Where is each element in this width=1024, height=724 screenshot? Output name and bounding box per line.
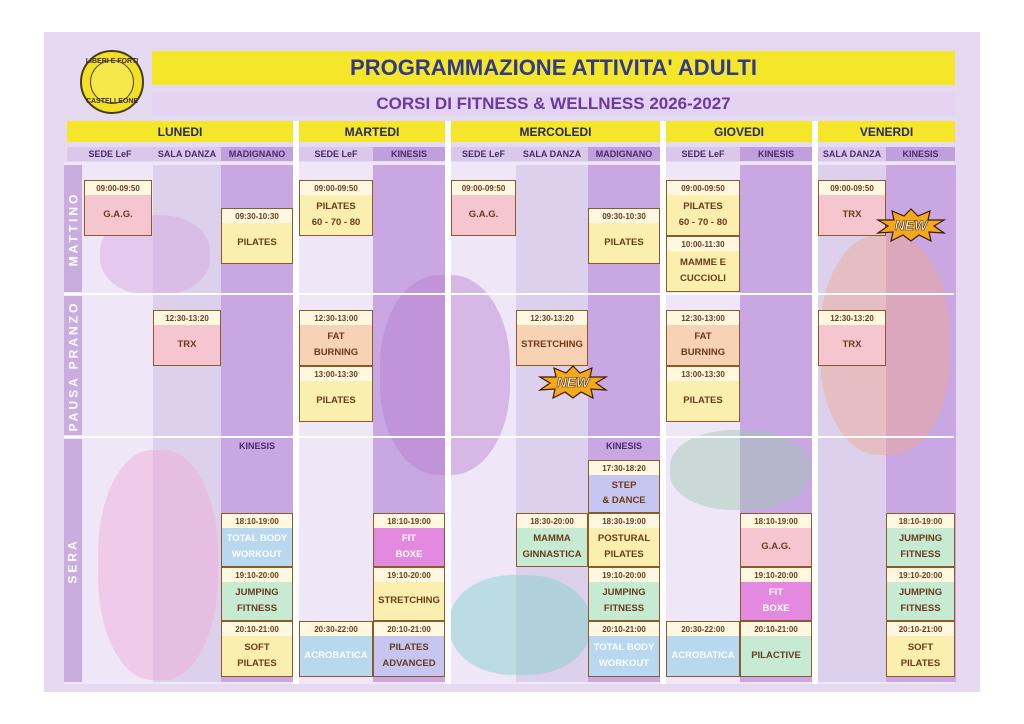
activity-time: 12:30-13:20 bbox=[517, 311, 587, 325]
activity-time: 20:10-21:00 bbox=[374, 622, 444, 636]
activity-card bbox=[153, 310, 221, 366]
activity-time: 17:30-18:20 bbox=[589, 461, 659, 475]
location-header: MADIGNANO bbox=[588, 147, 660, 161]
page-subtitle: CORSI DI FITNESS & WELLNESS 2026-2027 bbox=[152, 92, 955, 116]
activity-time: 09:00-09:50 bbox=[452, 181, 515, 195]
location-header: SEDE LeF bbox=[299, 147, 373, 161]
activity-time: 20:30-22:00 bbox=[300, 622, 372, 636]
activity-time: 09:00-09:50 bbox=[819, 181, 885, 195]
activity-time: 13:00-13:30 bbox=[300, 367, 372, 381]
activity-name: STRETCHING bbox=[378, 594, 440, 606]
activity-name: FAT BURNING bbox=[680, 331, 726, 358]
activity-card bbox=[221, 621, 293, 677]
activity-card bbox=[221, 567, 293, 621]
activity-card bbox=[516, 310, 588, 366]
activity-card bbox=[666, 366, 740, 422]
activity-card bbox=[299, 621, 373, 677]
activity-name: STEP & DANCE bbox=[602, 479, 646, 506]
activity-time: 10:00-11:30 bbox=[667, 237, 739, 251]
activity-card bbox=[221, 208, 293, 264]
activity-name: PILACTIVE bbox=[751, 649, 801, 661]
logo-text-top: LIBERI E FORTI bbox=[85, 58, 139, 65]
new-badge bbox=[538, 365, 608, 399]
location-header: SEDE LeF bbox=[67, 147, 153, 161]
activity-time: 19:10-20:00 bbox=[589, 568, 659, 582]
new-badge-label: NEW bbox=[556, 374, 590, 390]
activity-name: ACROBATICA bbox=[671, 649, 735, 661]
activity-time: 18:10-19:00 bbox=[887, 514, 954, 528]
activity-card bbox=[740, 567, 812, 621]
activity-time: 20:10-21:00 bbox=[741, 622, 811, 636]
activity-name: TRX bbox=[842, 338, 862, 350]
activity-time: 19:10-20:00 bbox=[222, 568, 292, 582]
activity-card bbox=[84, 180, 152, 236]
activity-card bbox=[516, 513, 588, 567]
activity-name: G.A.G. bbox=[468, 208, 499, 220]
activity-name: STRETCHING bbox=[521, 338, 583, 350]
location-header: SALA DANZA bbox=[818, 147, 886, 161]
location-header: MADIGNANO bbox=[221, 147, 293, 161]
day-header-martedi: MARTEDI bbox=[299, 121, 445, 142]
activity-time: 12:30-13:20 bbox=[154, 311, 220, 325]
activity-name: POSTURAL PILATES bbox=[597, 533, 651, 560]
activity-name: TRX bbox=[177, 338, 197, 350]
activity-name: PILATES bbox=[604, 236, 644, 248]
day-header-giovedi: GIOVEDI bbox=[666, 121, 812, 142]
activity-card bbox=[886, 513, 955, 567]
activity-time: 19:10-20:00 bbox=[374, 568, 444, 582]
day-header-mercoledi: MERCOLEDI bbox=[451, 121, 660, 142]
activity-time: 18:10-19:00 bbox=[374, 514, 444, 528]
activity-name: TOTAL BODY WORKOUT bbox=[593, 642, 655, 669]
activity-time: 19:10-20:00 bbox=[741, 568, 811, 582]
activity-name: JUMPING FITNESS bbox=[235, 587, 279, 614]
activity-name: JUMPING FITNESS bbox=[898, 533, 943, 560]
activity-card bbox=[886, 621, 955, 677]
activity-name: TRX bbox=[842, 208, 862, 220]
activity-time: 18:10-19:00 bbox=[222, 514, 292, 528]
location-header: KINESIS bbox=[740, 147, 812, 161]
activity-card bbox=[588, 208, 660, 264]
activity-card bbox=[666, 180, 740, 236]
activity-name: PILATES 60 - 70 - 80 bbox=[311, 201, 361, 228]
location-header: SEDE LeF bbox=[451, 147, 516, 161]
activity-time: 18:30-20:00 bbox=[517, 514, 587, 528]
band-label: PAUSA PRANZO bbox=[66, 300, 81, 431]
location-header: SALA DANZA bbox=[516, 147, 588, 161]
location-header: SEDE LeF bbox=[666, 147, 740, 161]
activity-card bbox=[373, 621, 445, 677]
activity-card bbox=[740, 513, 812, 567]
activity-time: 13:00-13:30 bbox=[667, 367, 739, 381]
activity-name: SOFT PILATES bbox=[237, 642, 277, 669]
activity-name: G.A.G. bbox=[761, 540, 791, 552]
activity-card bbox=[588, 460, 660, 513]
day-header-venerdi: VENERDI bbox=[818, 121, 955, 142]
activity-card bbox=[666, 310, 740, 366]
activity-time: 18:10-19:00 bbox=[741, 514, 811, 528]
activity-name: TOTAL BODY WORKOUT bbox=[226, 533, 288, 560]
activity-time: 09:00-09:50 bbox=[300, 181, 372, 195]
activity-card bbox=[299, 366, 373, 422]
activity-name: G.A.G. bbox=[103, 208, 133, 220]
activity-time: 12:30-13:00 bbox=[300, 311, 372, 325]
activity-name: PILATES 60 - 70 - 80 bbox=[678, 201, 728, 228]
yoga-silhouette-image bbox=[98, 450, 218, 680]
activity-card bbox=[818, 310, 886, 366]
kinesis-label: KINESIS bbox=[221, 441, 293, 455]
activity-name: PILATES bbox=[237, 236, 277, 248]
activity-time: 20:10-21:00 bbox=[887, 622, 954, 636]
band-separator bbox=[64, 436, 954, 438]
activity-card bbox=[666, 236, 740, 292]
location-header: SALA DANZA bbox=[153, 147, 221, 161]
location-header: KINESIS bbox=[886, 147, 955, 161]
activity-card bbox=[299, 310, 373, 366]
new-badge bbox=[876, 208, 946, 242]
location-header: KINESIS bbox=[373, 147, 445, 161]
activity-card bbox=[221, 513, 293, 567]
activity-card bbox=[740, 621, 812, 677]
page-title: PROGRAMMAZIONE ATTIVITA' ADULTI bbox=[152, 51, 955, 85]
activity-card bbox=[373, 513, 445, 567]
activity-name: JUMPING FITNESS bbox=[602, 587, 646, 614]
band-separator bbox=[64, 293, 954, 295]
activity-name: JUMPING FITNESS bbox=[898, 587, 943, 614]
kinesis-label: KINESIS bbox=[588, 441, 660, 455]
band-label: SERA bbox=[66, 537, 80, 584]
activity-time: 20:10-21:00 bbox=[589, 622, 659, 636]
activity-time: 19:10-20:00 bbox=[887, 568, 954, 582]
activity-card bbox=[373, 567, 445, 621]
mother-baby-silhouette-image bbox=[450, 575, 590, 675]
activity-time: 09:30-10:30 bbox=[222, 209, 292, 223]
activity-card bbox=[299, 180, 373, 236]
activity-name: MAMMA GINNASTICA bbox=[522, 533, 582, 560]
activity-card bbox=[588, 567, 660, 621]
activity-card bbox=[588, 513, 660, 567]
activity-name: MAMME E CUCCIOLI bbox=[680, 257, 726, 284]
band-label: MATTINO bbox=[66, 191, 81, 266]
activity-name: FIT BOXE bbox=[395, 533, 423, 560]
activity-time: 09:00-09:50 bbox=[85, 181, 151, 195]
activity-name: FIT BOXE bbox=[762, 587, 790, 614]
activity-name: PILATES bbox=[316, 394, 356, 406]
activity-time: 09:00-09:50 bbox=[667, 181, 739, 195]
activity-name: ACROBATICA bbox=[304, 649, 368, 661]
activity-time: 18:30-19:00 bbox=[589, 514, 659, 528]
activity-name: SOFT PILATES bbox=[900, 642, 941, 669]
activity-time: 12:30-13:20 bbox=[819, 311, 885, 325]
new-badge-label: NEW bbox=[894, 217, 928, 233]
activity-time: 12:30-13:00 bbox=[667, 311, 739, 325]
activity-card bbox=[451, 180, 516, 236]
activity-card bbox=[588, 621, 660, 677]
activity-card bbox=[886, 567, 955, 621]
stretch-silhouette-image bbox=[670, 430, 810, 510]
logo-text-bottom: CASTELLEONE bbox=[85, 98, 139, 105]
day-header-lunedi: LUNEDI bbox=[67, 121, 293, 142]
activity-time: 20:30-22:00 bbox=[667, 622, 739, 636]
activity-name: FAT BURNING bbox=[313, 331, 359, 358]
activity-name: PILATES ADVANCED bbox=[382, 642, 436, 669]
activity-time: 09:30-10:30 bbox=[589, 209, 659, 223]
activity-time: 20:10-21:00 bbox=[222, 622, 292, 636]
activity-card bbox=[666, 621, 740, 677]
club-logo bbox=[80, 50, 144, 114]
activity-name: PILATES bbox=[683, 394, 723, 406]
